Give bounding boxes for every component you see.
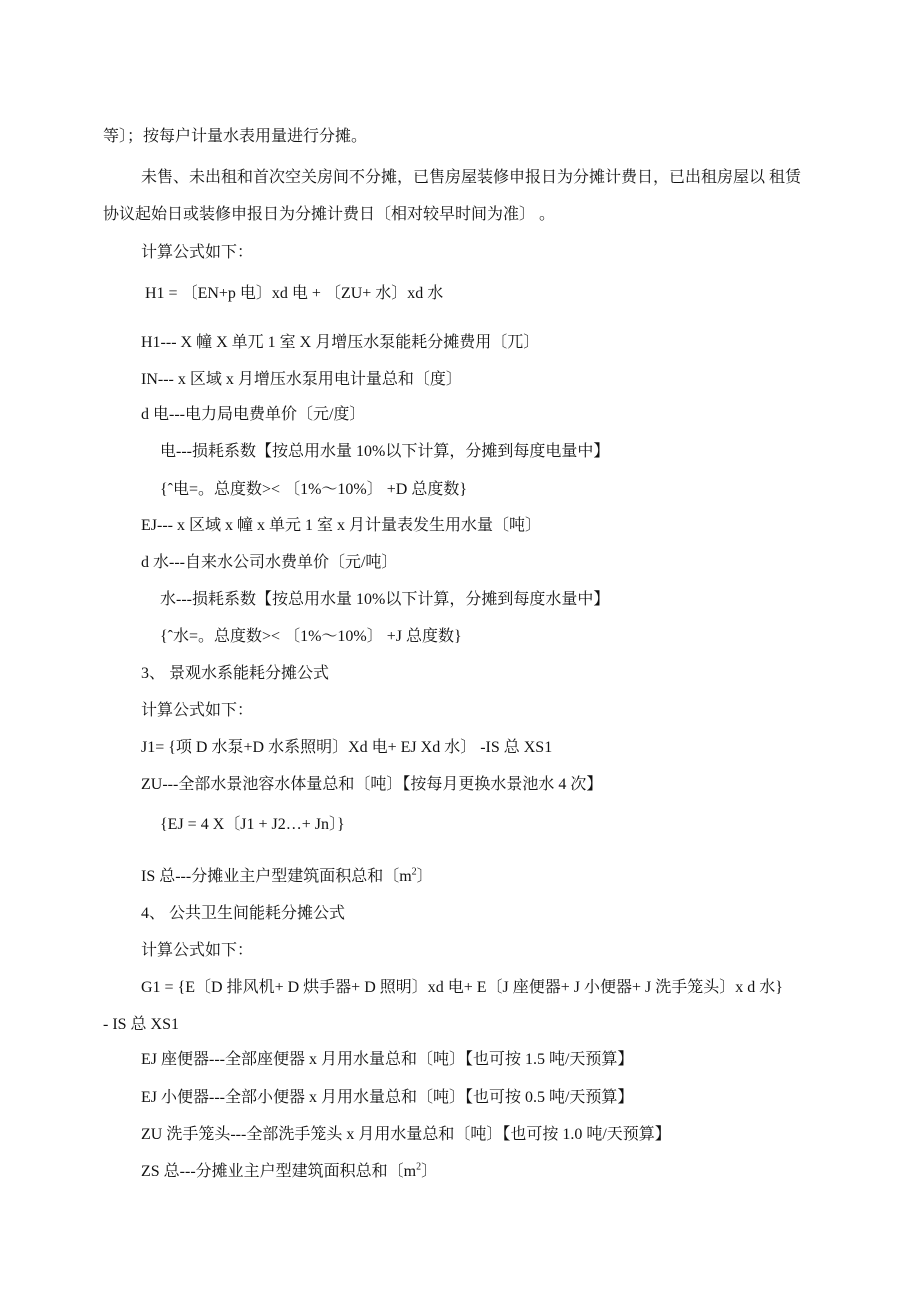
formula-ej-pool: {EJ = 4 X〔J1 + J2…+ Jn〕} [160,816,345,833]
text-line-formula-heading: 计算公式如下： [141,244,254,261]
definition-d-electric: d 电---电力局电费单价〔元/度〕 [141,406,366,423]
formula-h1: H1 = 〔EN+p 电〕xd 电 + 〔ZU+ 水〕xd 水 [145,285,444,302]
definition-h1: H1--- X 幢 X 单兀 1 室 X 月增压水泵能耗分摊费用〔兀〕 [141,334,540,351]
definition-zu-faucet: ZU 洗手笼头---全部洗手笼头 x 月用水量总和〔吨〕【也可按 1.0 吨/天预算】 [141,1126,671,1143]
definition-ej-urinal: EJ 小便器---全部小便器 x 月用水量总和〔吨〕【也可按 0.5 吨/天预算】 [141,1089,634,1106]
formula-water-loss: {ˆ水=。总度数>< 〔1%～10%〕 +J 总度数} [160,628,462,645]
definition-zs-total: ZS 总---分摊业主户型建筑面积总和〔$m^2$〕 [141,1161,438,1180]
formula-g1-continuation: - IS 总 XS1 [103,1016,180,1033]
definition-in: IN--- x 区域 x 月增压水泵用电计量总和〔度〕 [141,371,462,388]
text-line-continuation: 等〕；按每户计量水表用量进行分摊。 [103,128,368,145]
section-heading-restroom: 4、 公共卫生间能耗分摊公式 [141,905,346,922]
definition-is-total: IS 总---分摊业主户型建筑面积总和〔$m^2$〕 [141,866,433,885]
definition-d-water: d 水---自来水公司水费单价〔元/吨〕 [141,554,398,571]
definition-zu-pool: ZU---全部水景池容水体量总和〔吨〕【按每月更换水景池水 4 次】 [141,776,603,793]
text-line-formula-heading: 计算公式如下： [141,702,254,719]
definition-ej-toilet: EJ 座便器---全部座便器 x 月用水量总和〔吨〕【也可按 1.5 吨/天预算】 [141,1051,634,1068]
definition-ej: EJ--- x 区域 x 幢 x 单元 1 室 x 月计量表发生用水量〔吨〕 [141,517,541,534]
formula-electric-loss: {ˆ电=。总度数>< 〔1%～10%〕 +D 总度数} [160,481,467,498]
definition-water-loss: 水---损耗系数【按总用水量 10%以下计算，分摊到每度水量中】 [160,591,610,608]
definition-electric-loss: 电---损耗系数【按总用水量 10%以下计算，分摊到每度电量中】 [160,443,610,460]
formula-g1: G1 = {E〔D 排风机+ D 烘手器+ D 照明〕xd 电+ E〔J 座便器+ J 小便器+ J 洗手笼头〕x d 水} [141,979,783,996]
text-line-unsold-rule: 未售、未出租和首次空关房间不分摊，已售房屋装修申报日为分摊计费日，已出租房屋以 租赁 [141,169,802,186]
text-line-formula-heading: 计算公式如下： [141,942,254,959]
formula-j1: J1= {项 D 水泵+D 水系照明〕Xd 电+ EJ Xd 水〕 -IS 总 XS1 [141,739,553,756]
text-line-lease-rule: 协议起始日或装修申报日为分摊计费日〔相对较早时间为准〕 。 [103,206,556,223]
section-heading-landscape: 3、 景观水系能耗分摊公式 [141,665,330,682]
